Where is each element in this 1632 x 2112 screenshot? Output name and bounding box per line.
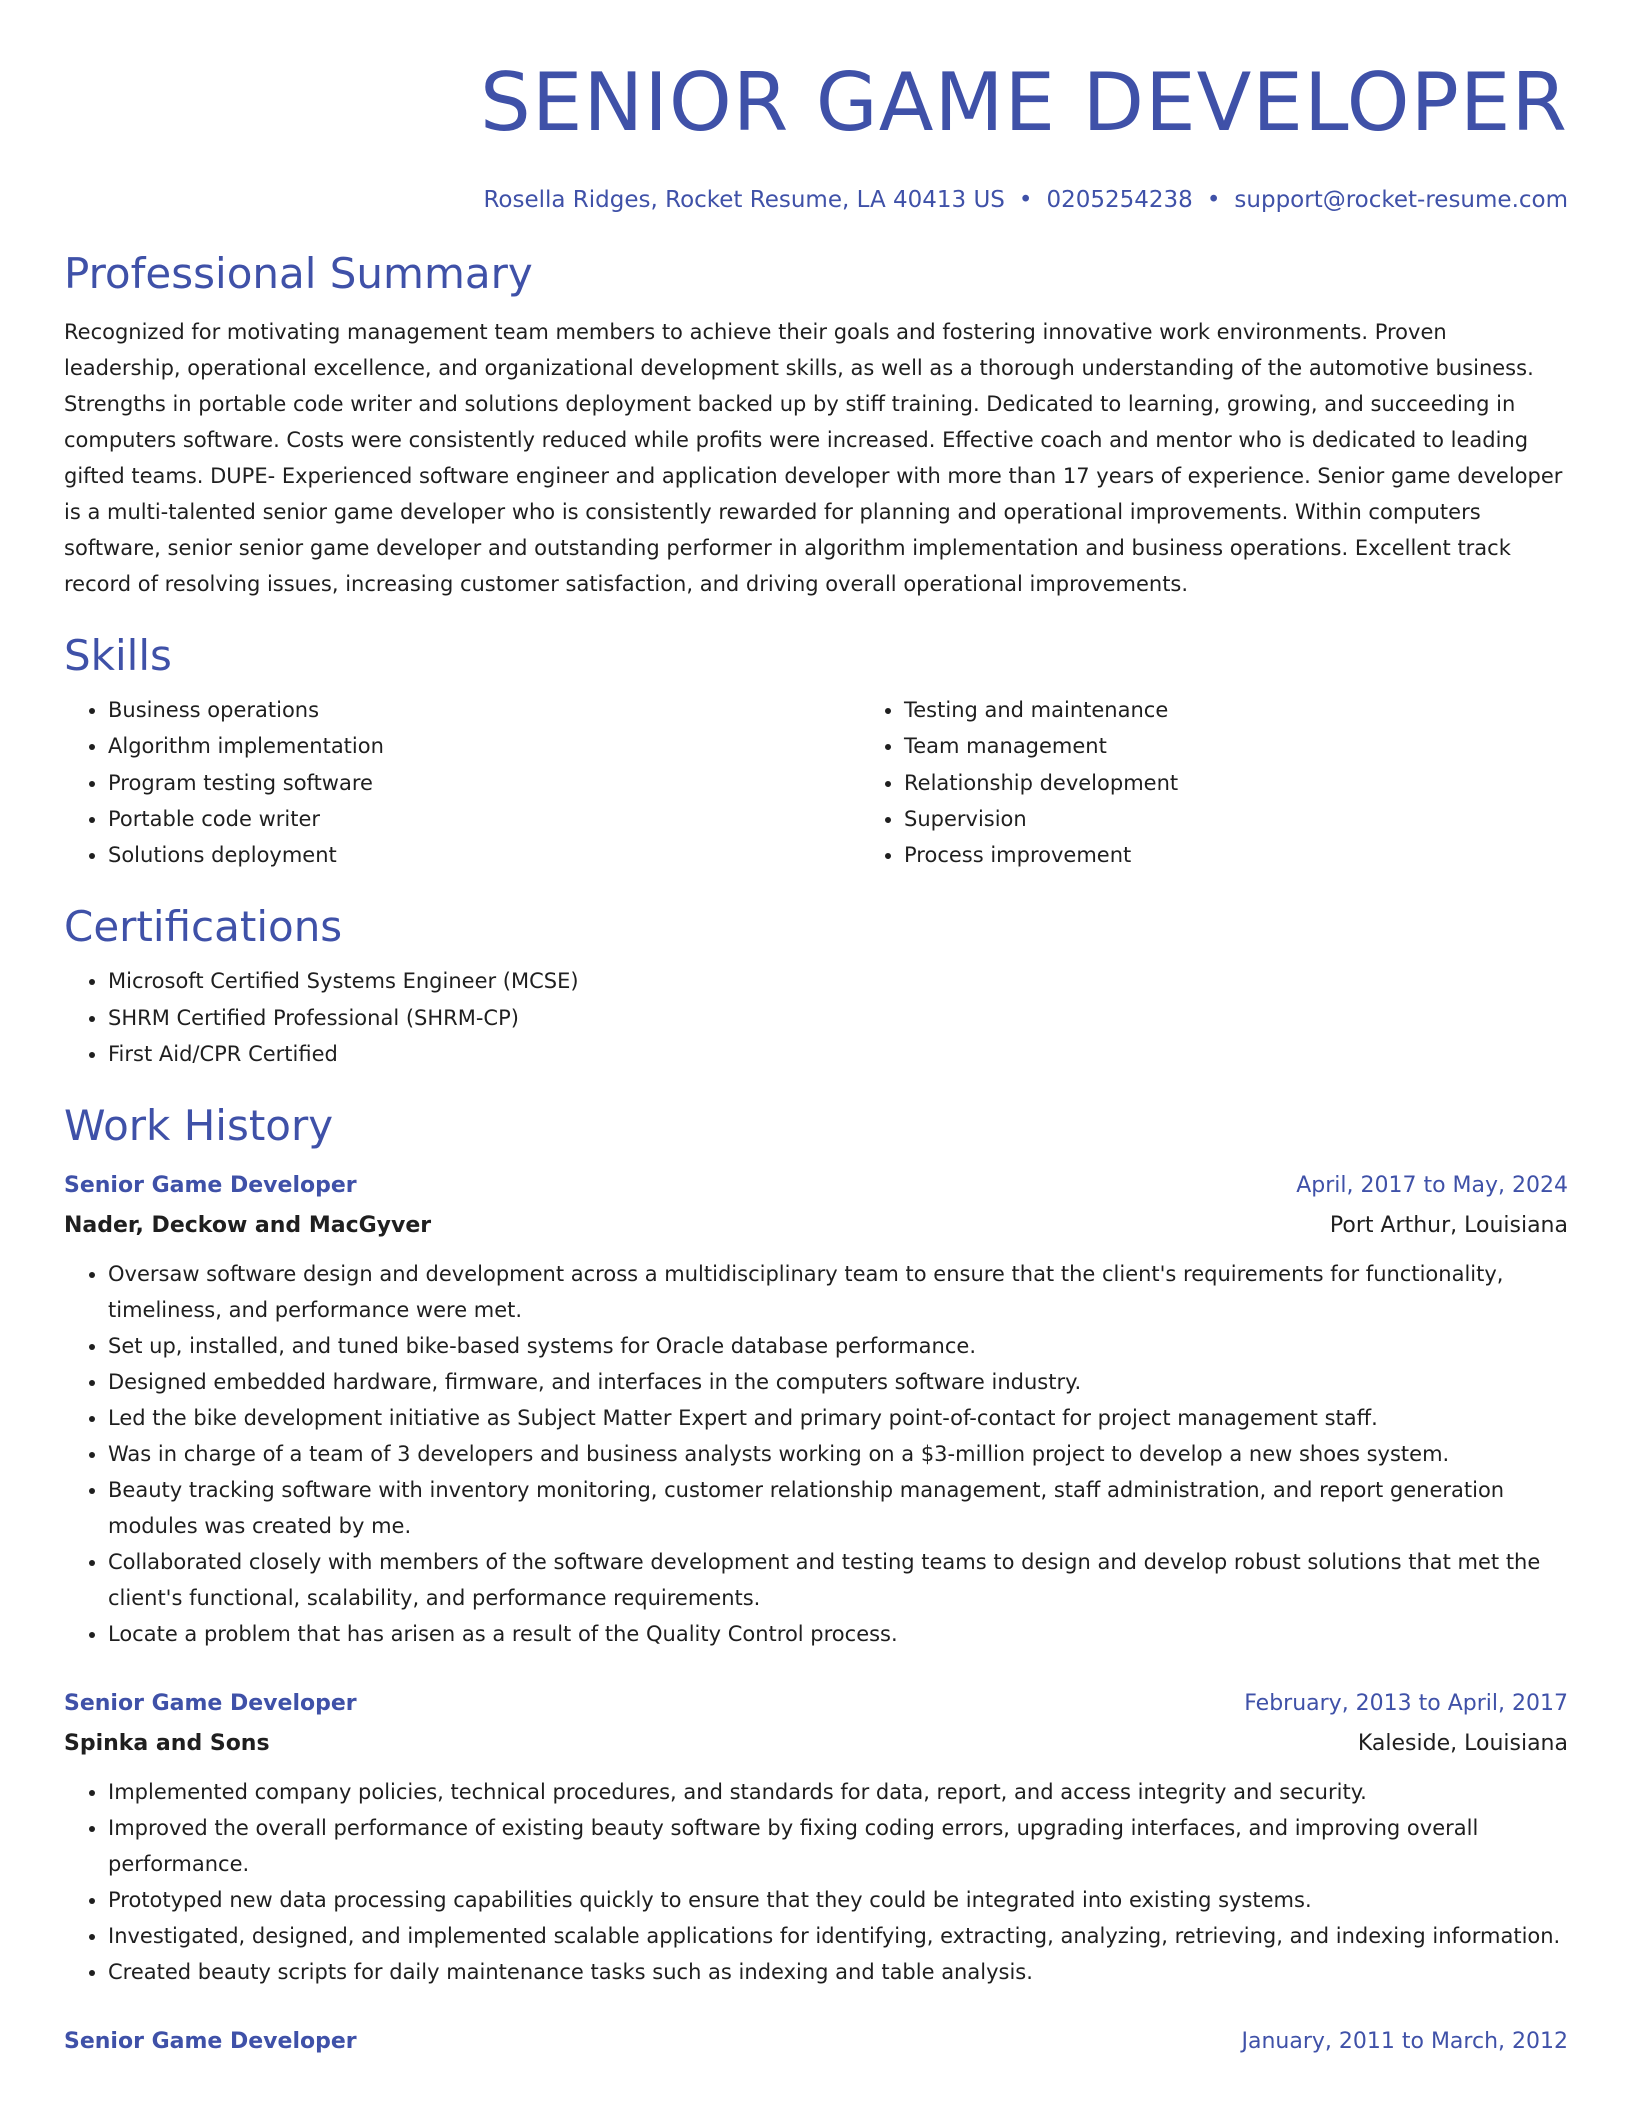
contact-email[interactable]: support@rocket-resume.com xyxy=(1234,187,1568,213)
job-company-row xyxy=(64,1206,1568,1246)
skill-item: • Solutions deployment xyxy=(108,837,860,873)
job-bullets xyxy=(64,1774,1568,1990)
job-company-row xyxy=(64,1724,1568,1764)
contact-phone: 0205254238 xyxy=(1046,187,1193,213)
skills-list-left xyxy=(64,692,860,873)
summary-section xyxy=(64,250,1568,602)
work-history-section xyxy=(64,1102,1568,2062)
skills-list-right xyxy=(860,692,1632,873)
skill-item: • Process improvement xyxy=(904,837,1632,873)
job-title: Senior Game Developer xyxy=(64,1173,357,1199)
job-bullet: • Investigated, designed, and implemented scalable applications for identifying, extracting, analyzing, retrieving, and indexing information. xyxy=(108,1918,1568,1954)
skills-heading: Skills xyxy=(64,631,172,680)
skill-item: • Algorithm implementation xyxy=(108,728,860,764)
skill-item: • Program testing software xyxy=(108,765,860,801)
certifications-section xyxy=(64,903,1568,1072)
job-entry xyxy=(64,1166,1568,1652)
contact-line xyxy=(64,186,1568,214)
contact-address: Rosella Ridges, Rocket Resume, LA 40413 US xyxy=(483,187,1005,213)
summary-heading: Professional Summary xyxy=(64,249,533,298)
job-location: Port Arthur, Louisiana xyxy=(1329,1213,1568,1239)
job-bullet: • Set up, installed, and tuned bike-based systems for Oracle database performance. xyxy=(108,1328,1568,1364)
skill-item: • Team management xyxy=(904,728,1632,764)
job-bullet: • Collaborated closely with members of the software development and testing teams to design and develop robust solutions that met the client's functional, scalability, and performance requirements. xyxy=(108,1544,1568,1616)
job-bullets xyxy=(64,1256,1568,1652)
job-bullet: • Was in charge of a team of 3 developers and business analysts working on a $3-million project to develop a new shoes system. xyxy=(108,1436,1568,1472)
job-bullet: • Prototyped new data processing capabilities quickly to ensure that they could be integrated into existing systems. xyxy=(108,1882,1568,1918)
job-entry xyxy=(64,2022,1568,2062)
skill-item: • Supervision xyxy=(904,801,1632,837)
job-bullet: • Locate a problem that has arisen as a result of the Quality Control process. xyxy=(108,1616,1568,1652)
work-history-heading: Work History xyxy=(64,1101,334,1151)
job-bullet: • Designed embedded hardware, firmware, and interfaces in the computers software industry. xyxy=(108,1364,1568,1400)
skill-item: • Testing and maintenance xyxy=(904,692,1632,728)
job-title: Senior Game Developer xyxy=(64,1691,357,1717)
job-title: Senior Game Developer xyxy=(64,2029,357,2055)
job-bullet: • Created beauty scripts for daily maintenance tasks such as indexing and table analysis. xyxy=(108,1954,1568,1990)
skills-grid xyxy=(64,692,1568,873)
job-location: Kaleside, Louisiana xyxy=(1357,1731,1568,1757)
skills-section xyxy=(64,632,1568,873)
job-header-row xyxy=(64,2022,1568,2062)
job-company: Spinka and Sons xyxy=(64,1731,270,1757)
certification-item: • SHRM Certified Professional (SHRM-CP) xyxy=(108,1000,1568,1036)
certifications-list xyxy=(64,963,1568,1072)
skill-item: • Relationship development xyxy=(904,765,1632,801)
contact-separator: • xyxy=(1206,187,1221,213)
page-title: SENIOR GAME DEVELOPER xyxy=(480,56,1568,149)
certifications-heading: Certifications xyxy=(64,902,343,952)
certification-item: • Microsoft Certified Systems Engineer (MCSE) xyxy=(108,963,1568,999)
job-dates: April, 2017 to May, 2024 xyxy=(1296,1173,1568,1199)
job-dates: January, 2011 to March, 2012 xyxy=(1241,2029,1568,2055)
job-bullet: • Improved the overall performance of existing beauty software by fixing coding errors, upgrading interfaces, and improving overall performance. xyxy=(108,1810,1568,1882)
summary-text: Recognized for motivating management team members to achieve their goals and fostering innovative work environments. Proven leadership, operational excellence, and organizational development skills, as well as a thorough understanding of the automotive business. Strengths in portable code writer and solutions deployment backed up by stiff training. Dedicated to learning, growing, and succeeding in computers software. Costs were consistently reduced while profits were increased. Effective coach and mentor who is dedicated to leading gifted teams. DUPE- Experienced software engineer and application developer with more than 17 years of experience. Senior game developer is a multi-talented senior game developer who is consistently rewarded for planning and operational improvements. Within computers software, senior senior game developer and outstanding performer in algorithm implementation and business operations. Excellent track record of resolving issues, increasing customer satisfaction, and driving overall operational improvements. xyxy=(64,320,1563,596)
job-bullet: • Oversaw software design and development across a multidisciplinary team to ensure that the client's requirements for functionality, timeliness, and performance were met. xyxy=(108,1256,1568,1328)
job-entry xyxy=(64,1684,1568,1990)
job-bullet: • Beauty tracking software with inventory monitoring, customer relationship management, staff administration, and report generation modules was created by me. xyxy=(108,1472,1568,1544)
job-header-row xyxy=(64,1166,1568,1206)
job-bullet: • Implemented company policies, technical procedures, and standards for data, report, and access integrity and security. xyxy=(108,1774,1568,1810)
job-company: Nader, Deckow and MacGyver xyxy=(64,1213,432,1239)
job-dates: February, 2013 to April, 2017 xyxy=(1244,1691,1568,1717)
contact-separator: • xyxy=(1018,187,1033,213)
skill-item: • Business operations xyxy=(108,692,860,728)
skill-item: • Portable code writer xyxy=(108,801,860,837)
certification-item: • First Aid/CPR Certified xyxy=(108,1036,1568,1072)
job-bullet: • Led the bike development initiative as Subject Matter Expert and primary point-of-contact for project management staff. xyxy=(108,1400,1568,1436)
job-header-row xyxy=(64,1684,1568,1724)
